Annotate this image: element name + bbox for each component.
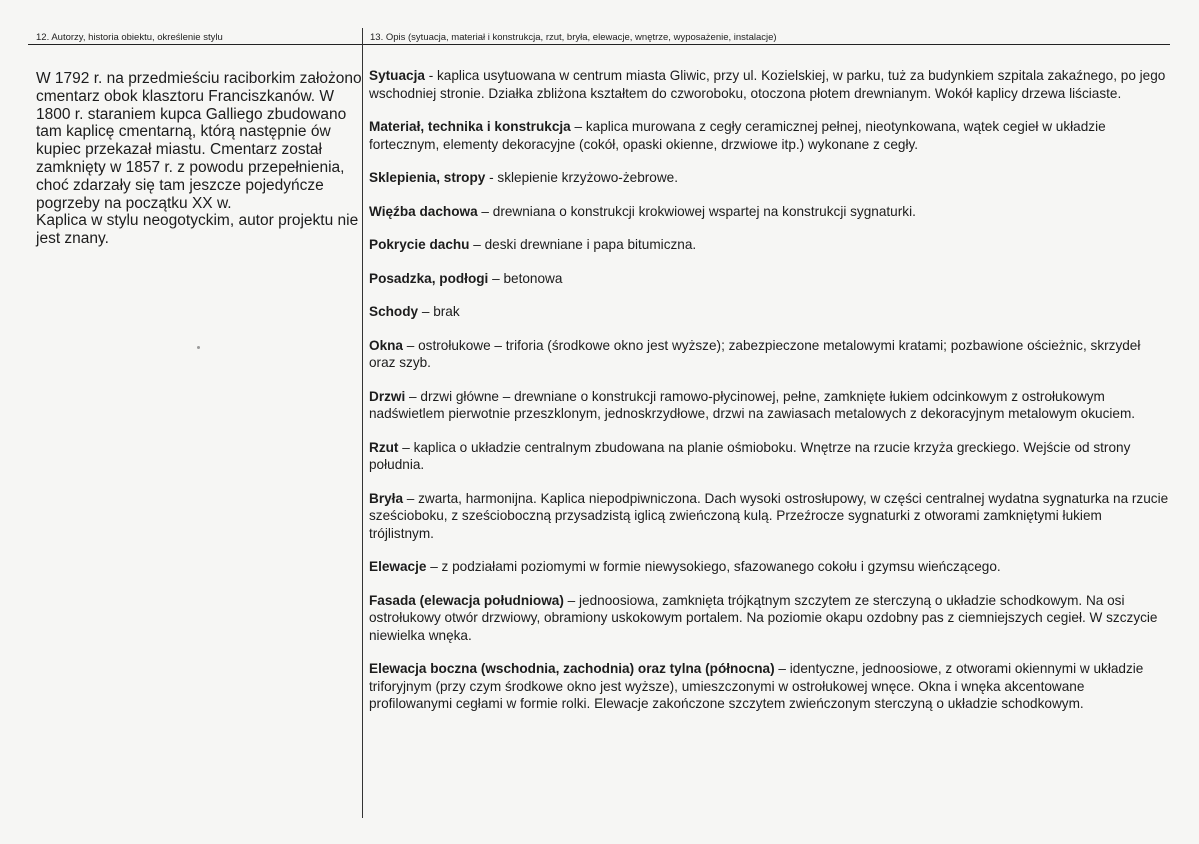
section-text: – jednoosiowa, zamknięta trójkątnym szczytem ze sterczyną o układzie schodkowym. Na osi ostrołukowy otwór drzwiowy, obramiony uskokowym portalem. Na poziomie okapu ozdobny pas z ciemniejszych cegieł. W szczycie niewielka wnęka.: [369, 592, 1158, 643]
header-description: 13. Opis (sytuacja, materiał i konstrukcja, rzut, bryła, elewacje, wnętrze, wyposażenie, instalacje): [370, 32, 777, 43]
section-fasada: [369, 592, 1169, 645]
section-title: Bryła: [369, 490, 404, 506]
header-divider: [28, 44, 1170, 45]
section-text: – drewniana o konstrukcji krokwiowej wspartej na konstrukcji sygnaturki.: [477, 203, 916, 219]
section-text: – kaplica murowana z cegły ceramicznej pełnej, nieotynkowana, wątek cegieł w układzie fortecznym, elementy dekoracyjne (cokół, opaski okienne, drzwiowe itp.) wykonane z cegły.: [369, 119, 1106, 152]
section-title: Elewacje: [369, 559, 427, 574]
section-wiezba: [369, 203, 1169, 221]
section-title: Schody: [369, 304, 419, 319]
section-text: – zwarta, harmonijna. Kaplica niepodpiwniczona. Dach wysoki ostrosłupowy, w części centralnej wydatna sygnaturka na rzucie sześcioboku, z sześcioboczną przysadzistą iglicą zwieńczoną kulą. Przeźrocze sygnaturki z otworami zamkniętymi łukiem trójlistnym.: [369, 490, 1169, 541]
section-text: - kaplica usytuowana w centrum miasta Gliwic, przy ul. Kozielskiej, w parku, tuż za budynkiem szpitala zakaźnego, po jego wschodniej stronie. Działka zbliżona kształtem do czworoboku, otoczona płotem drewnianym. Wokół kaplicy drzewa liściaste.: [369, 68, 1166, 101]
section-elewacja-boczna: [369, 660, 1169, 713]
section-title: Elewacja boczna (wschodnia, zachodnia) oraz tylna (północna): [369, 661, 775, 676]
section-title: Drzwi: [369, 388, 406, 404]
style-paragraph: Kaplica w stylu neogotyckim, autor projektu nie jest znany.: [36, 212, 359, 248]
section-text: – deski drewniane i papa bitumiczna.: [469, 237, 697, 252]
section-text: - sklepienie krzyżowo-żebrowe.: [485, 170, 678, 185]
description-column: [369, 67, 1169, 729]
section-schody: [369, 303, 1169, 321]
section-title: Pokrycie dachu: [369, 237, 470, 252]
section-rzut: [369, 439, 1169, 474]
section-title: Posadzka, podłogi: [369, 270, 489, 286]
section-text: – betonowa: [488, 270, 563, 286]
section-bryla: [369, 490, 1169, 543]
section-pokrycie: [369, 236, 1169, 254]
section-elewacje: [369, 558, 1169, 576]
section-title: Rzut: [369, 439, 399, 455]
history-column: [36, 70, 366, 248]
history-paragraph: W 1792 r. na przedmieściu raciborkim założono cmentarz obok klasztoru Franciszkanów. W 1800 r. staraniem kupca Galliego zbudowano tam kaplicę cmentarną, którą następnie ów kupiec przekazał miastu. Cmentarz został zamknięty w 1857 r. z powodu przepełnienia, choć zdarzały się tam jeszcze pojedyńcze pogrzeby na początku XX w.: [36, 70, 362, 212]
speck-mark: [197, 346, 200, 349]
section-text: – drzwi główne – drewniane o konstrukcji ramowo-płycinowej, pełne, zamknięte łukiem odcinkowym z ostrołukowym nadświetlem pierwotnie przeszklonym, jednoskrzydłowe, drzwi na zawiasach metalowych z dekoracyjnym metalowym okuciem.: [369, 388, 1136, 421]
section-title: Okna: [369, 337, 403, 353]
section-sklepienia: [369, 169, 1169, 187]
section-text: – brak: [418, 304, 460, 319]
section-text: – ostrołukowe – triforia (środkowe okno jest wyższe); zabezpieczone metalowymi kratami; pozbawione ościeżnic, skrzydeł oraz szyb.: [369, 337, 1141, 370]
section-text: – kaplica o układzie centralnym zbudowana na planie ośmioboku. Wnętrze na rzucie krzyża greckiego. Wejście od strony południa.: [369, 439, 1131, 472]
section-title: Sklepienia, stropy: [369, 170, 486, 185]
section-drzwi: [369, 388, 1169, 423]
section-sytuacja: [369, 67, 1169, 102]
section-text: – z podziałami poziomymi w formie niewysokiego, sfazowanego cokołu i gzymsu wieńczącego.: [426, 559, 1001, 574]
header-authors-history: 12. Autorzy, historia obiektu, określenie stylu: [36, 32, 223, 43]
section-material: [369, 118, 1169, 153]
section-title: Materiał, technika i konstrukcja: [369, 119, 571, 134]
section-text: – identyczne, jednoosiowe, z otworami okiennymi w układzie triforyjnym (przy czym środkowe okno jest wyższe), umieszczonymi w ostrołukowej wnęce. Okna i wnęka akcentowane profilowanymi cegłami w formie rolki. Elewacje zakończone szczytem zwieńczonym sterczyną o układzie schodkowym.: [369, 661, 1144, 711]
section-posadzka: [369, 270, 1169, 288]
section-title: Sytuacja: [369, 68, 425, 83]
section-title: Więźba dachowa: [369, 203, 478, 219]
section-okna: [369, 337, 1169, 372]
section-title: Fasada (elewacja południowa): [369, 592, 564, 608]
